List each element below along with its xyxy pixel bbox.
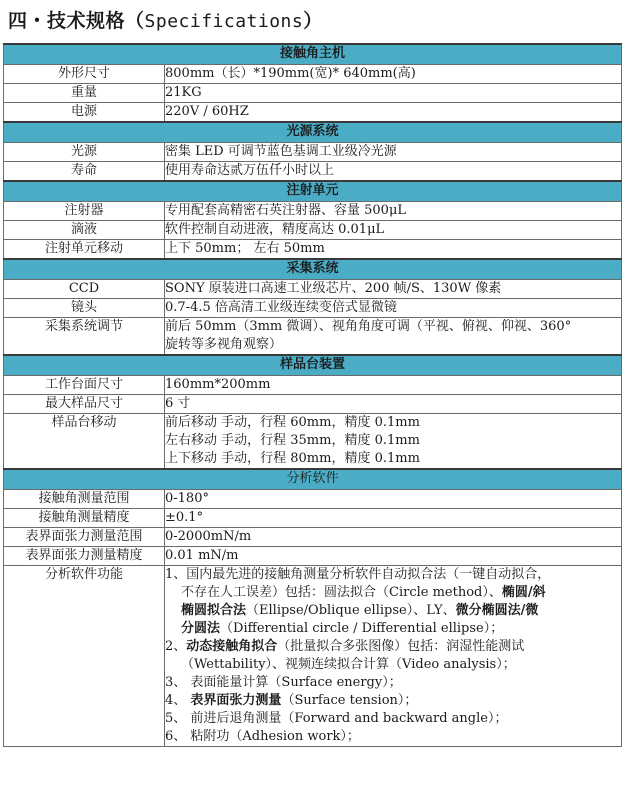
page-title <box>8 6 323 36</box>
section-title: 样品台装置 <box>4 355 622 376</box>
table-row <box>4 376 622 395</box>
row-label: 分析软件功能 <box>4 566 165 747</box>
table-row <box>4 509 622 528</box>
row-label: 采集系统调节 <box>4 318 165 356</box>
table-row <box>4 299 622 318</box>
section-header-injection-unit <box>4 181 622 202</box>
row-label: 寿命 <box>4 162 165 182</box>
table-row <box>4 65 622 84</box>
row-value: 软件控制自动进液，精度高达 0.01μL <box>165 221 622 240</box>
table-row <box>4 280 622 299</box>
section-header-acquisition-system <box>4 259 622 280</box>
value-line: 前后 50mm（3mm 微调）、视角角度可调（平视、俯视、仰视、360° <box>165 319 572 334</box>
table-row <box>4 162 622 182</box>
section-header-light-source <box>4 122 622 143</box>
row-label: 外形尺寸 <box>4 65 165 84</box>
feature-6: 6、 粘附功（Adhesion work）； <box>165 729 360 744</box>
feature-3: 3、 表面能量计算（Surface energy）； <box>165 675 402 690</box>
table-row <box>4 414 622 470</box>
feature-2-line-1: 2、动态接触角拟合（批量拟合多张图像）包括：润湿性能测试 <box>165 639 525 654</box>
feature-1-line-2: 不存在人工误差）包括：圆法拟合（Circle method）、椭圆/斜 <box>181 585 546 600</box>
row-value: 6 寸 <box>165 395 622 414</box>
value-line: 上下移动 手动，行程 80mm，精度 0.1mm <box>165 451 420 466</box>
section-title: 注射单元 <box>4 181 622 202</box>
table-row <box>4 143 622 162</box>
row-label: 表界面张力测量精度 <box>4 547 165 566</box>
row-value: 上下 50mm； 左右 50mm <box>165 240 622 260</box>
row-value: 160mm*200mm <box>165 376 622 395</box>
row-value: 0.01 mN/m <box>165 547 622 566</box>
specifications-table <box>3 43 622 747</box>
table-row <box>4 395 622 414</box>
value-line: 左右移动 手动，行程 35mm，精度 0.1mm <box>165 433 420 448</box>
table-row <box>4 566 622 747</box>
row-label: 滴液 <box>4 221 165 240</box>
row-value <box>165 414 622 470</box>
row-label: 表界面张力测量范围 <box>4 528 165 547</box>
table-row <box>4 202 622 221</box>
row-label: CCD <box>4 280 165 299</box>
table-row <box>4 84 622 103</box>
table-row <box>4 103 622 123</box>
row-value: 0.7-4.5 倍高清工业级连续变倍式显微镜 <box>165 299 622 318</box>
row-value: 专用配套高精密石英注射器、容量 500μL <box>165 202 622 221</box>
row-label: 样品台移动 <box>4 414 165 470</box>
feature-list <box>165 566 622 747</box>
section-header-sample-stage <box>4 355 622 376</box>
table-row <box>4 490 622 509</box>
row-value <box>165 318 622 356</box>
value-line: 旋转等多视角观察） <box>165 337 283 352</box>
row-label: 接触角测量精度 <box>4 509 165 528</box>
row-label: 注射单元移动 <box>4 240 165 260</box>
row-label: 接触角测量范围 <box>4 490 165 509</box>
row-value: 使用寿命达贰万伍仟小时以上 <box>165 162 622 182</box>
feature-2-line-2: （Wettability）、视频连续拟合计算（Video analysis）； <box>181 657 516 672</box>
row-value: 0-180° <box>165 490 622 509</box>
feature-4: 4、 表界面张力测量（Surface tension）； <box>165 693 418 708</box>
title-english: Specifications <box>144 11 304 32</box>
row-value: 220V / 60HZ <box>165 103 622 123</box>
row-label: 注射器 <box>4 202 165 221</box>
value-line: 前后移动 手动，行程 60mm，精度 0.1mm <box>165 415 420 430</box>
row-value: SONY 原装进口高速工业级芯片、200 帧/S、130W 像素 <box>165 280 622 299</box>
row-value: ±0.1° <box>165 509 622 528</box>
title-suffix: ） <box>303 10 323 32</box>
table-row <box>4 221 622 240</box>
feature-1-line-1: 1、国内最先进的接触角测量分析软件自动拟合法（一键自动拟合， <box>165 567 551 582</box>
row-value: 密集 LED 可调节蓝色基调工业级冷光源 <box>165 143 622 162</box>
section-title: 接触角主机 <box>4 44 622 65</box>
row-value: 21KG <box>165 84 622 103</box>
row-label: 重量 <box>4 84 165 103</box>
section-header-analysis-software <box>4 469 622 490</box>
row-label: 电源 <box>4 103 165 123</box>
row-value: 0-2000mN/m <box>165 528 622 547</box>
section-title: 光源系统 <box>4 122 622 143</box>
section-title: 采集系统 <box>4 259 622 280</box>
row-label: 最大样品尺寸 <box>4 395 165 414</box>
table-row <box>4 547 622 566</box>
feature-5: 5、 前进后退角测量（Forward and backward angle）； <box>165 711 508 726</box>
title-prefix: 四・技术规格（ <box>8 10 145 32</box>
row-label: 光源 <box>4 143 165 162</box>
row-value: 800mm（长）*190mm(宽)* 640mm(高) <box>165 65 622 84</box>
table-row <box>4 240 622 260</box>
feature-1-line-3: 椭圆拟合法（Ellipse/Oblique ellipse）、LY、微分椭圆法/微 <box>181 603 539 618</box>
table-row <box>4 528 622 547</box>
section-title: 分析软件 <box>4 469 622 490</box>
feature-1-line-4: 分圆法（Differential circle / Differential ellipse）； <box>181 621 504 636</box>
section-header-host <box>4 44 622 65</box>
row-label: 镜头 <box>4 299 165 318</box>
table-row <box>4 318 622 356</box>
row-label: 工作台面尺寸 <box>4 376 165 395</box>
